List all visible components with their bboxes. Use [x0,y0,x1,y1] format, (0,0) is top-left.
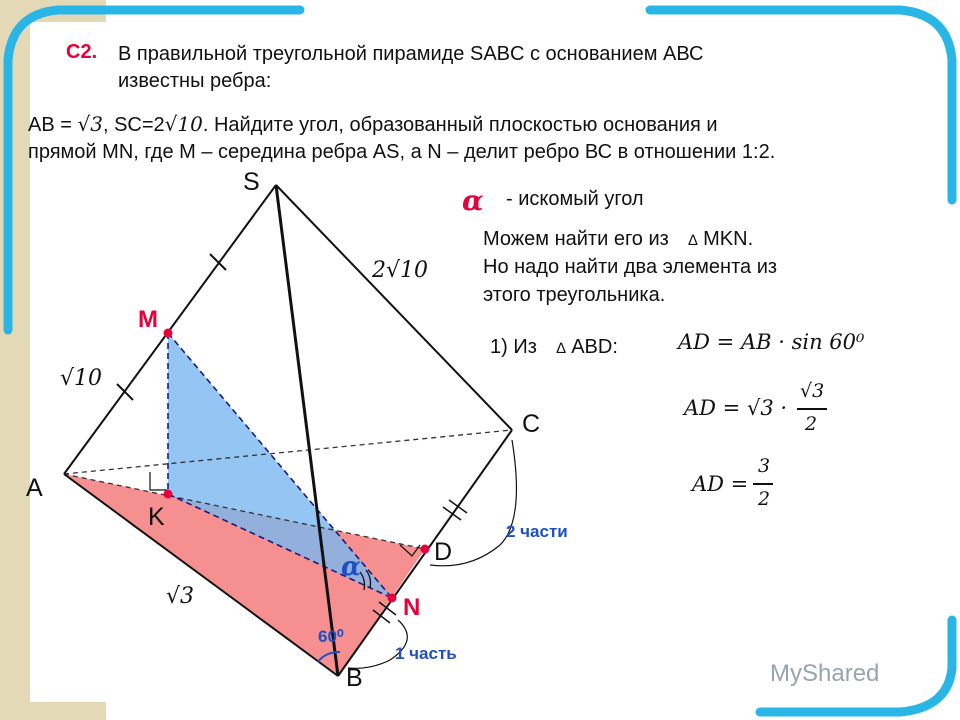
triangle-symbol-2: ∆ [556,340,566,357]
alpha-symbol: α [462,184,484,217]
formula-3-numerator: 3 [758,455,771,477]
point-k [164,490,173,499]
edge-label-sc: 2√10 [372,258,429,283]
point-n [388,594,397,603]
formula-2-denominator: 2 [805,413,818,435]
ab-value: √3 [77,112,103,136]
label-d: D [434,538,453,566]
problem-line-2: известны ребра: [118,70,272,92]
can-find-1-text: Можем найти его из [483,228,669,250]
can-find-1b-text: MKN. [703,228,754,250]
edge-label-ab: √3 [166,584,195,609]
formula-3-denominator: 2 [758,488,771,510]
point-m [164,329,173,338]
triangle-symbol-1: ∆ [688,232,698,249]
can-find-line-3: этого треугольника. [483,284,666,306]
problem-line-4: прямой MN, где М – середина ребра AS, а N – делит ребро ВС в отношении 1:2. [28,141,776,163]
label-c: C [522,410,541,438]
can-find-line-2: Но надо найти два элемента из [483,256,778,278]
edge-label-as: √10 [60,366,103,391]
label-a: A [26,474,43,502]
sc-prefix: , SC=2 [102,114,165,136]
label-b: B [346,664,363,692]
problem-line-3-rest: . Найдите угол, образованный плоскостью основания и [202,114,718,136]
label-m: M [138,306,158,333]
step-1-triangle: ABD: [571,336,618,358]
formula-2-fraction-bar [797,408,827,410]
can-find-line-1 [483,228,753,251]
watermark: MyShared [770,660,880,687]
formula-2-left: AD = √3 · [684,396,788,420]
label-s: S [243,168,260,196]
label-n: N [403,594,421,621]
step-1 [490,336,618,359]
formula-1: AD = AB · sin 60⁰ [678,330,865,354]
sc-value: √10 [164,112,203,136]
problem-head [118,41,703,95]
point-d [421,545,430,554]
part-two-label: 2 части [506,522,568,541]
label-k: K [148,503,165,531]
formula-3-left: AD = [692,472,749,496]
problem-line-3 [28,112,718,137]
step-1-label: 1) Из [490,336,537,358]
formula-2-numerator: √3 [800,380,825,402]
sought-angle-text: - искомый угол [506,188,644,210]
part-one-label: 1 часть [395,644,457,663]
angle-60-label: 60⁰ [318,627,344,646]
problem-line-1: В правильной треугольной пирамиде SABC с основанием АВС [118,43,704,65]
ab-prefix: AB = [28,114,78,136]
problem-tag: С2. [66,41,98,63]
formula-3-fraction-bar [753,483,773,485]
alpha-label: α [341,552,362,582]
